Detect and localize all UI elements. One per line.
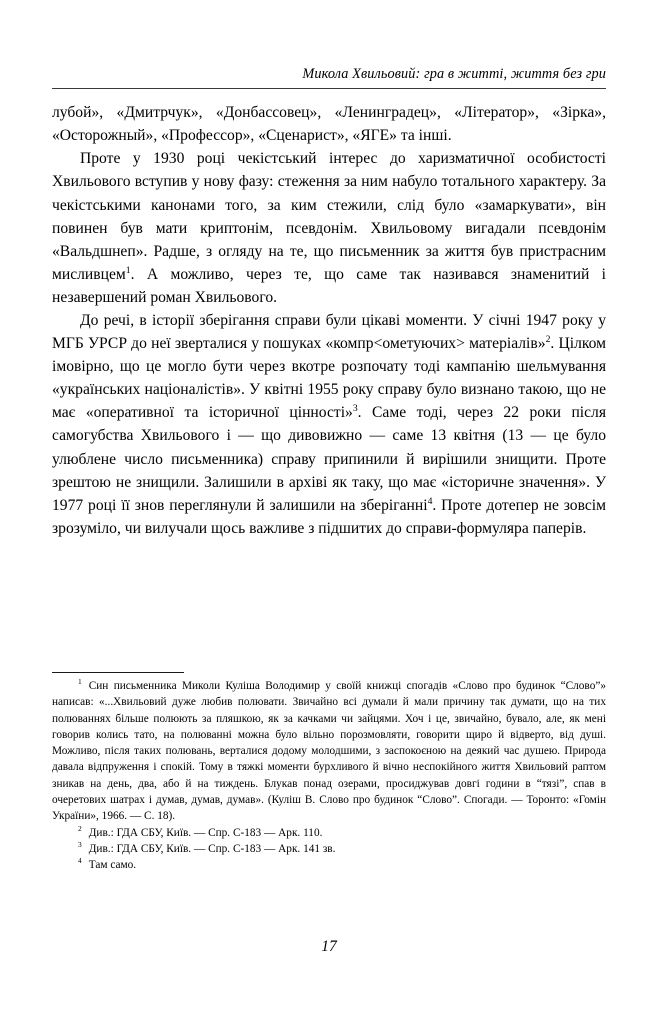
footnote-text: Там само. (88, 859, 137, 872)
paragraph-archive-history (52, 309, 606, 540)
footnote-ref-1[interactable]: 1 (125, 264, 131, 276)
footnote-text: Син письменника Миколи Куліша Володимир у своїй книжці спогадів «Слово про будинок “Слово”» написав: «...Хвильовий дуже любив полювати. Звичайно всі думали й мали причину так думати, що на тих полюваннях більше полюють за пляшкою, як за качками чи зайцями. Хоч і це, звичайно, бувало, але, як мені говорив колись тато, на полюванні можна було вільно порозмовляти, говорити щиро й відверто, від душі. Можливо, після таких полювань, верталися додому молодшими, з заспокоєною на деякий час душею. Природа давала відпруження і спокій. Тому в тяжкі моменти бурхливого й вічно неспокійного життя Хвильовий раптом зникав на день, два, або й на тиждень. Блукав понад озерами, просиджував довгі години в “тязі”, спав в очеретових шатрах і думав, думав, думав». (Куліш В. Слово про будинок “Слово”. Спогади. — Торонто: «Гомін України», 1966. — С. 18). (52, 680, 606, 823)
footnote-marker: 3 (78, 840, 82, 850)
footnote-marker: 2 (78, 823, 82, 833)
footnote-item (52, 857, 606, 873)
paragraph-text-part2: . Цілком імовірно, що це могло бути через вкотре розпочату тоді кампанію шельмування «українських націоналістів». У квітні 1955 року справу було визнано такою, що не має «оперативної та історичної цінності» (52, 335, 607, 422)
footnote-area (52, 672, 606, 874)
footnote-ref-4[interactable]: 4 (427, 495, 433, 507)
paragraph-text: Проте у 1930 році чекістський інтерес до харизматичної особистості Хвильового вступив у нову фазу: стеження за ним набуло тотального характеру. За чекістськими канонами того, за ким стежили, слід було «замаркувати», він повинен був мати криптонім, псевдонім. Хвильовому вигадали псевдонім «Вальдшнеп». Радше, з огляду на те, що письменник за життя був пристрасним мисливцем (52, 150, 606, 283)
footnote-ref-2[interactable]: 2 (545, 333, 551, 345)
footnote-item (52, 678, 606, 825)
footnote-marker: 1 (78, 677, 82, 687)
paragraph-continuation: лубой», «Дмитрчук», «Донбассовец», «Ленинградец», «Літератор», «Зірка», «Осторожный», «Профессор», «Сценарист», «ЯГЕ» та інші. (52, 104, 606, 145)
paragraph-text-part4: . Проте дотепер не зовсім зрозуміло, чи вилучали щось важливе з підшитих до справи-формуляра паперів. (52, 496, 606, 537)
footnote-text: Див.: ГДА СБУ, Київ. — Спр. С-183 — Арк. 141 зв. (88, 842, 336, 855)
page-content (52, 0, 606, 540)
page-number: 17 (321, 938, 337, 955)
running-head: Микола Хвильовий: гра в житті, життя без гри (302, 66, 606, 82)
paragraph-text-after: . А можливо, через те, що саме так називався знаменитий і незавершений роман Хвильового. (52, 265, 606, 306)
footnote-item (52, 825, 606, 841)
footnote-marker: 4 (78, 856, 82, 866)
body-text (52, 101, 606, 540)
paragraph-chekist-interest (52, 147, 606, 309)
footnote-item (52, 841, 606, 857)
paragraph-text-part3: . Саме тоді, через 22 роки після самогубства Хвильового і — що дивовижно — саме 13 квітня (13 — це було улюблене число письменника) справу припинили й вирішили знищити. Проте зрештою не знищили. Залишили в архіві як таку, що має «історичне значення». У 1977 році її знов переглянули й залишили на зберіганні (52, 404, 606, 514)
footnote-list (52, 678, 606, 874)
footnote-text: Див.: ГДА СБУ, Київ. — Спр. С-183 — Арк. 110. (88, 826, 323, 839)
footnote-separator-rule (52, 672, 184, 673)
footnote-ref-3[interactable]: 3 (352, 403, 358, 415)
paragraph-text-part1: До речі, в історії зберігання справи були цікаві моменти. У січні 1947 року у МГБ УРСР до неї зверталися у пошуках «компр<ометуючих> матеріалів» (52, 312, 606, 353)
header-rule (52, 88, 606, 89)
